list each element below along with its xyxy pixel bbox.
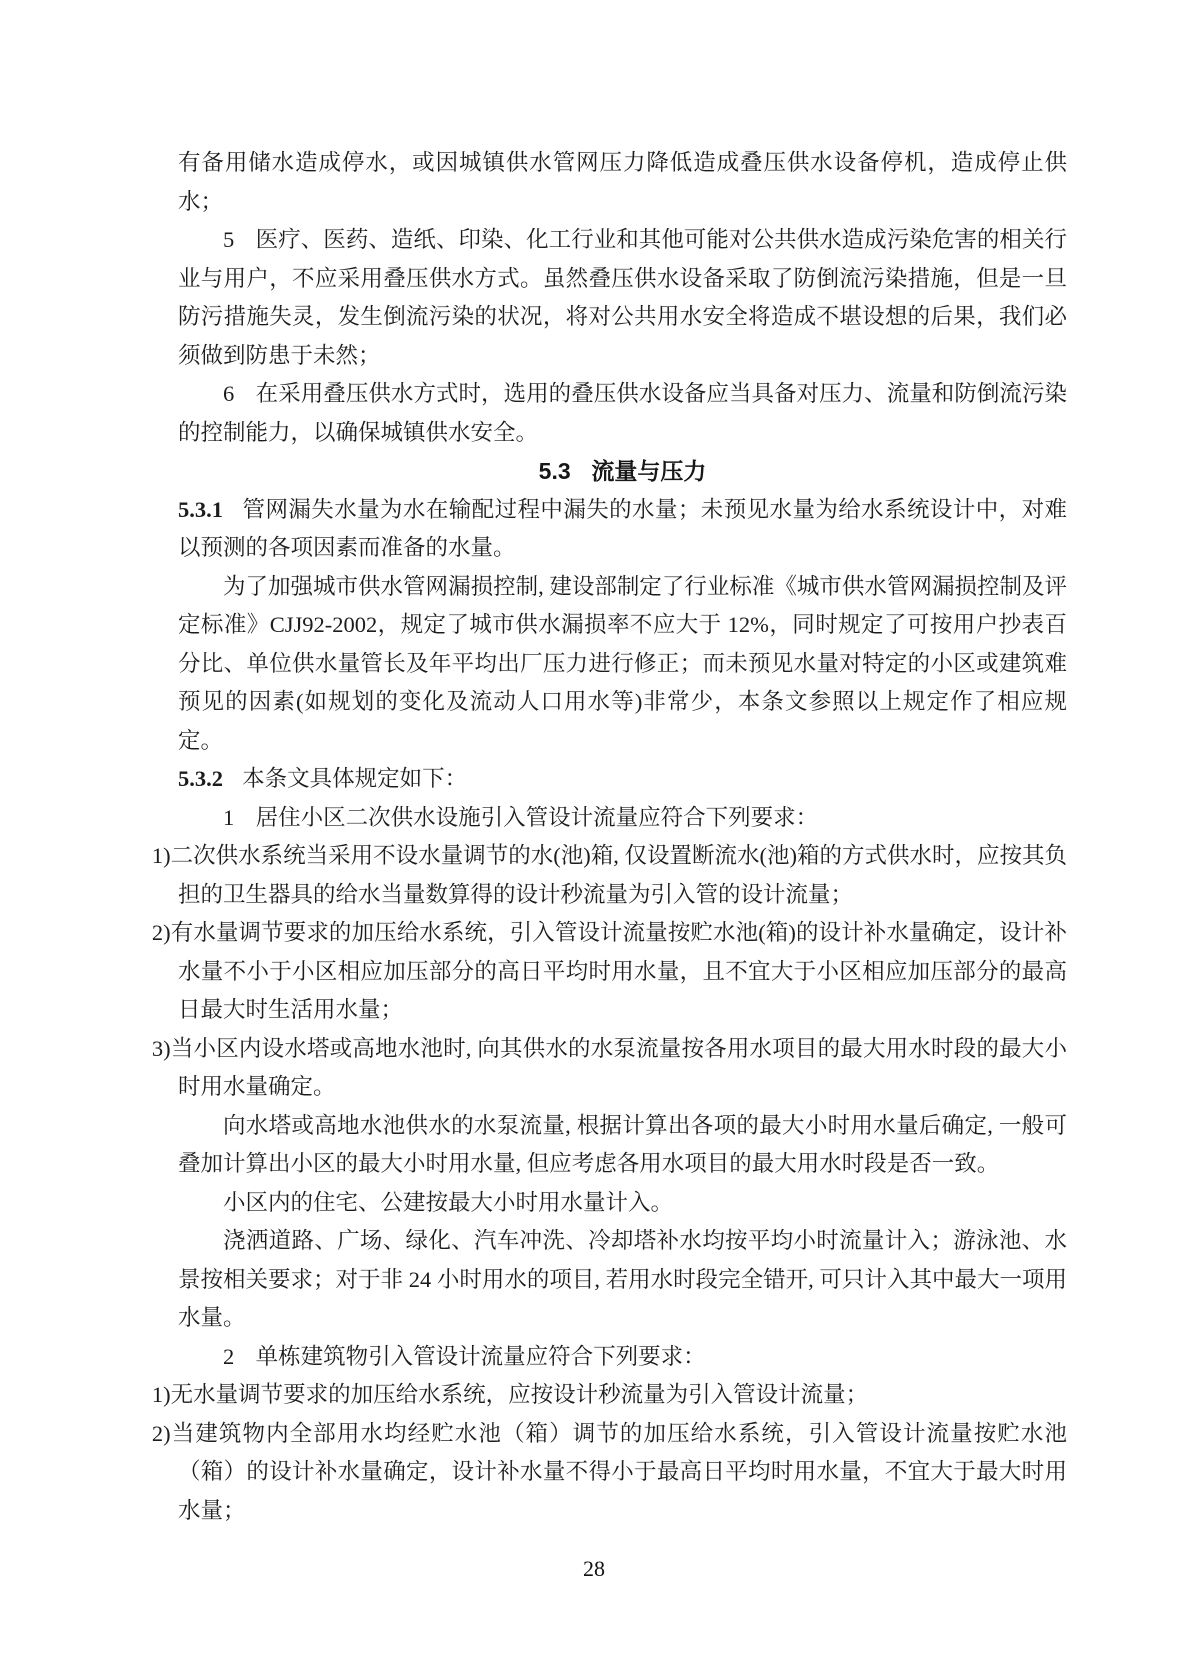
sub-item-marker: 2) xyxy=(151,1420,171,1446)
list-item-2 xyxy=(178,1338,1067,1377)
list-item-1 xyxy=(178,799,1067,838)
section-title: 流量与压力 xyxy=(591,458,707,484)
item-5 xyxy=(178,221,1067,375)
clause-number: 5.3.1 xyxy=(178,496,223,522)
clause-text: 本条文具体规定如下： xyxy=(242,766,468,791)
sub-item-text: 无水量调节要求的加压给水系统，应按设计秒流量为引入管设计流量； xyxy=(170,1382,869,1407)
sub-item-marker: 2) xyxy=(151,920,171,945)
clause-text: 管网漏失水量为水在输配过程中漏失的水量；未预见水量为给水系统设计中，对难以预测的各项因素而准备的水量。 xyxy=(178,496,1067,560)
item-text: 单栋建筑物引入管设计流量应符合下列要求： xyxy=(255,1343,706,1369)
section-heading xyxy=(178,452,1067,491)
sub-item-marker: 3) xyxy=(151,1035,171,1061)
sub-item-text: 当小区内设水塔或高地水池时, 向其供水的水泵流量按各用水项目的最大用水时段的最大小时用水量确定。 xyxy=(170,1035,1067,1099)
item-number: 1 xyxy=(223,804,235,830)
item-number: 6 xyxy=(223,381,235,406)
page-number: 28 xyxy=(583,1556,605,1581)
sub-item-2-2 xyxy=(151,1415,1067,1531)
sub-item-1-2 xyxy=(151,914,1067,1030)
commentary-paragraph: 为了加强城市供水管网漏损控制, 建设部制定了行业标准《城市供水管网漏损控制及评定标准》CJJ92-2002，规定了城市供水漏损率不应大于 12%，同时规定了可按用户抄表百分比、单位供水量管长及年平均出厂压力进行修正；而未预见水量对特定的小区或建筑难预见的因素(如规划的变化及流动人口用水等)非常少，本条文参照以上规定作了相应规定。 xyxy=(178,573,1067,753)
sub-item-2-1 xyxy=(151,1376,1067,1415)
item-text: 在采用叠压供水方式时，选用的叠压供水设备应当具备对压力、流量和防倒流污染的控制能力，以确保城镇供水安全。 xyxy=(178,381,1067,445)
clause-5-3-2 xyxy=(178,760,1067,799)
commentary-paragraph: 小区内的住宅、公建按最大小时用水量计入。 xyxy=(223,1189,674,1215)
item-number: 2 xyxy=(223,1343,235,1369)
item-text: 医疗、医药、造纸、印染、化工行业和其他可能对公共供水造成污染危害的相关行业与用户，不应采用叠压供水方式。虽然叠压供水设备采取了防倒流污染措施，但是一旦防污措施失灵，发生倒流污染的状况，将对公共用水安全将造成不堪设想的后果，我们必须做到防患于未然； xyxy=(178,227,1067,368)
item-6 xyxy=(178,375,1067,452)
sub-item-text: 有水量调节要求的加压给水系统，引入管设计流量按贮水池(箱)的设计补水量确定，设计补水量不小于小区相应加压部分的高日平均时用水量，且不宜大于小区相应加压部分的最高日最大时生活用水量； xyxy=(170,920,1067,1022)
item-number: 5 xyxy=(223,227,235,252)
item-text: 居住小区二次供水设施引入管设计流量应符合下列要求： xyxy=(255,804,819,830)
sub-item-marker: 1) xyxy=(151,843,171,868)
sub-item-text: 二次供水系统当采用不设水量调节的水(池)箱, 仅设置断流水(池)箱的方式供水时，应按其负担的卫生器具的给水当量数算得的设计秒流量为引入管的设计流量； xyxy=(170,843,1067,907)
clause-5-3-1 xyxy=(178,491,1067,568)
sub-item-marker: 1) xyxy=(151,1382,171,1407)
commentary-paragraph: 浇洒道路、广场、绿化、汽车冲洗、冷却塔补水均按平均小时流量计入；游泳池、水景按相关要求；对于非 24 小时用水的项目, 若用水时段完全错开, 可只计入其中最大一项用水量。 xyxy=(178,1228,1067,1330)
commentary-paragraph: 向水塔或高地水池供水的水泵流量, 根据计算出各项的最大小时用水量后确定, 一般可叠加计算出小区的最大小时用水量, 但应考虑各用水项目的最大用水时段是否一致。 xyxy=(178,1112,1067,1176)
clause-number: 5.3.2 xyxy=(178,766,223,791)
sub-item-1-1 xyxy=(151,837,1067,914)
section-number: 5.3 xyxy=(538,458,571,484)
sub-item-1-3 xyxy=(151,1030,1067,1107)
paragraph-continuation: 有备用储水造成停水，或因城镇供水管网压力降低造成叠压供水设备停机，造成停止供水； xyxy=(178,150,1067,214)
sub-item-text: 当建筑物内全部用水均经贮水池（箱）调节的加压给水系统，引入管设计流量按贮水池（箱）的设计补水量确定，设计补水量不得小于最高日平均时用水量，不宜大于最大时用水量； xyxy=(170,1420,1067,1523)
body-text xyxy=(151,144,1067,1530)
